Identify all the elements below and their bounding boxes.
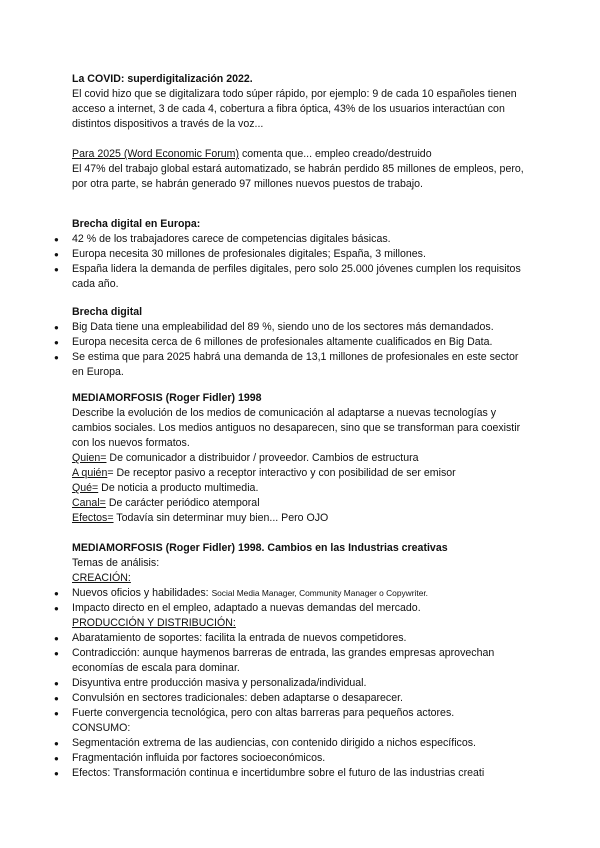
def-text: = De receptor pasivo a receptor interactivo y con posibilidad de ser emisor xyxy=(107,467,456,479)
def-text: De comunicador a distribuidor / proveedor. Cambios de estructura xyxy=(106,452,419,464)
covid-section xyxy=(72,72,532,192)
def-text: Todavía sin determinar muy bien... Pero OJO xyxy=(113,512,329,524)
def-row xyxy=(72,466,532,481)
def-term: Qué= xyxy=(72,482,99,494)
list-item: ● Fragmentación influida por factores socioeconómicos. xyxy=(72,751,532,766)
creacion-item-prefix: Nuevos oficios y habilidades: xyxy=(72,587,212,599)
list-item: ● Se estima que para 2025 habrá una demanda de 13,1 millones de profesionales en este sector en Europa. xyxy=(72,350,532,380)
list-item: ● Impacto directo en el empleo, adaptado a nuevas demandas del mercado. xyxy=(72,601,532,616)
list-item: ● Europa necesita cerca de 6 millones de profesionales altamente cualificados en Big Data. xyxy=(72,335,532,350)
mediamorfosis-heading: MEDIAMORFOSIS (Roger Fidler) 1998 xyxy=(72,392,262,404)
covid-paragraph: El covid hizo que se digitalizara todo súper rápido, por ejemplo: 9 de cada 10 españoles tienen acceso a internet, 3 de cada 4, cobertura a fibra óptica, 43% de los usuarios interactúan con distintos dispositivos a través de la voz... xyxy=(72,88,517,130)
consumo-label: CONSUMO: xyxy=(72,722,131,734)
brecha-europa-list xyxy=(72,232,532,292)
mediamorfosis-section xyxy=(72,391,532,526)
list-item: ● Big Data tiene una empleabilidad del 89 %, siendo uno de los sectores más demandados. xyxy=(72,320,532,335)
def-term: A quién xyxy=(72,467,108,479)
produccion-list xyxy=(72,631,532,721)
list-item xyxy=(72,586,532,601)
forum-suffix: comenta que... empleo creado/destruido xyxy=(239,148,432,160)
covid-heading: La COVID: superdigitalización 2022. xyxy=(72,73,253,85)
list-item: ● España lidera la demanda de perfiles digitales, pero solo 25.000 jóvenes cumplen los requisitos cada año. xyxy=(72,262,532,292)
produccion-label: PRODUCCIÓN Y DISTRIBUCIÓN: xyxy=(72,617,236,629)
mediamorfosis-paragraph: Describe la evolución de los medios de comunicación al adaptarse a nuevas tecnologías y cambios sociales. Los medios antiguos no desaparecen, sino que se transforman para coexistir con los nuevos formatos. xyxy=(72,407,521,449)
creacion-label: CREACIÓN: xyxy=(72,572,131,584)
brecha-list xyxy=(72,320,532,380)
def-term: Quien= xyxy=(72,452,107,464)
industrias-section xyxy=(72,541,532,781)
consumo-list xyxy=(72,736,532,781)
brecha-europa-section xyxy=(72,217,532,292)
def-text: De noticia a producto multimedia. xyxy=(98,482,259,494)
def-row xyxy=(72,511,532,526)
def-term: Efectos= xyxy=(72,512,114,524)
industrias-intro: Temas de análisis: xyxy=(72,557,160,569)
list-item: ● Fuerte convergencia tecnológica, pero con altas barreras para pequeños actores. xyxy=(72,706,532,721)
list-item: ● Disyuntiva entre producción masiva y personalizada/individual. xyxy=(72,676,532,691)
list-item: ● Segmentación extrema de las audiencias, con contenido dirigido a nichos específicos. xyxy=(72,736,532,751)
list-item: ● Efectos: Transformación continua e incertidumbre sobre el futuro de las industrias creati xyxy=(72,766,532,781)
forum-line xyxy=(72,147,532,162)
list-item: ● 42 % de los trabajadores carece de competencias digitales básicas. xyxy=(72,232,532,247)
forum-paragraph: El 47% del trabajo global estará automatizado, se habrán perdido 85 millones de empleos, pero, por otra parte, se habrán generado 97 millones nuevos puestos de trabajo. xyxy=(72,163,524,190)
list-item: ● Contradicción: aunque haymenos barreras de entrada, las grandes empresas aprovechan economías de escala para dominar. xyxy=(72,646,532,676)
def-row xyxy=(72,481,532,496)
brecha-heading: Brecha digital xyxy=(72,306,143,318)
list-item: ● Convulsión en sectores tradicionales: deben adaptarse o desaparecer. xyxy=(72,691,532,706)
list-item: ● Abaratamiento de soportes: facilita la entrada de nuevos competidores. xyxy=(72,631,532,646)
creacion-item-roles: Social Media Manager, Community Manager o Copywriter. xyxy=(211,588,429,598)
industrias-heading: MEDIAMORFOSIS (Roger Fidler) 1998. Cambios en las Industrias creativas xyxy=(72,542,448,554)
creacion-list xyxy=(72,586,532,616)
list-item: ● Europa necesita 30 millones de profesionales digitales; España, 3 millones. xyxy=(72,247,532,262)
def-term: Canal= xyxy=(72,497,106,509)
forum-link[interactable]: Para 2025 (Word Economic Forum) xyxy=(72,148,240,160)
def-row xyxy=(72,496,532,511)
def-text: De carácter periódico atemporal xyxy=(105,497,260,509)
brecha-europa-heading: Brecha digital en Europa: xyxy=(72,218,201,230)
brecha-section xyxy=(72,305,532,380)
def-row xyxy=(72,451,532,466)
